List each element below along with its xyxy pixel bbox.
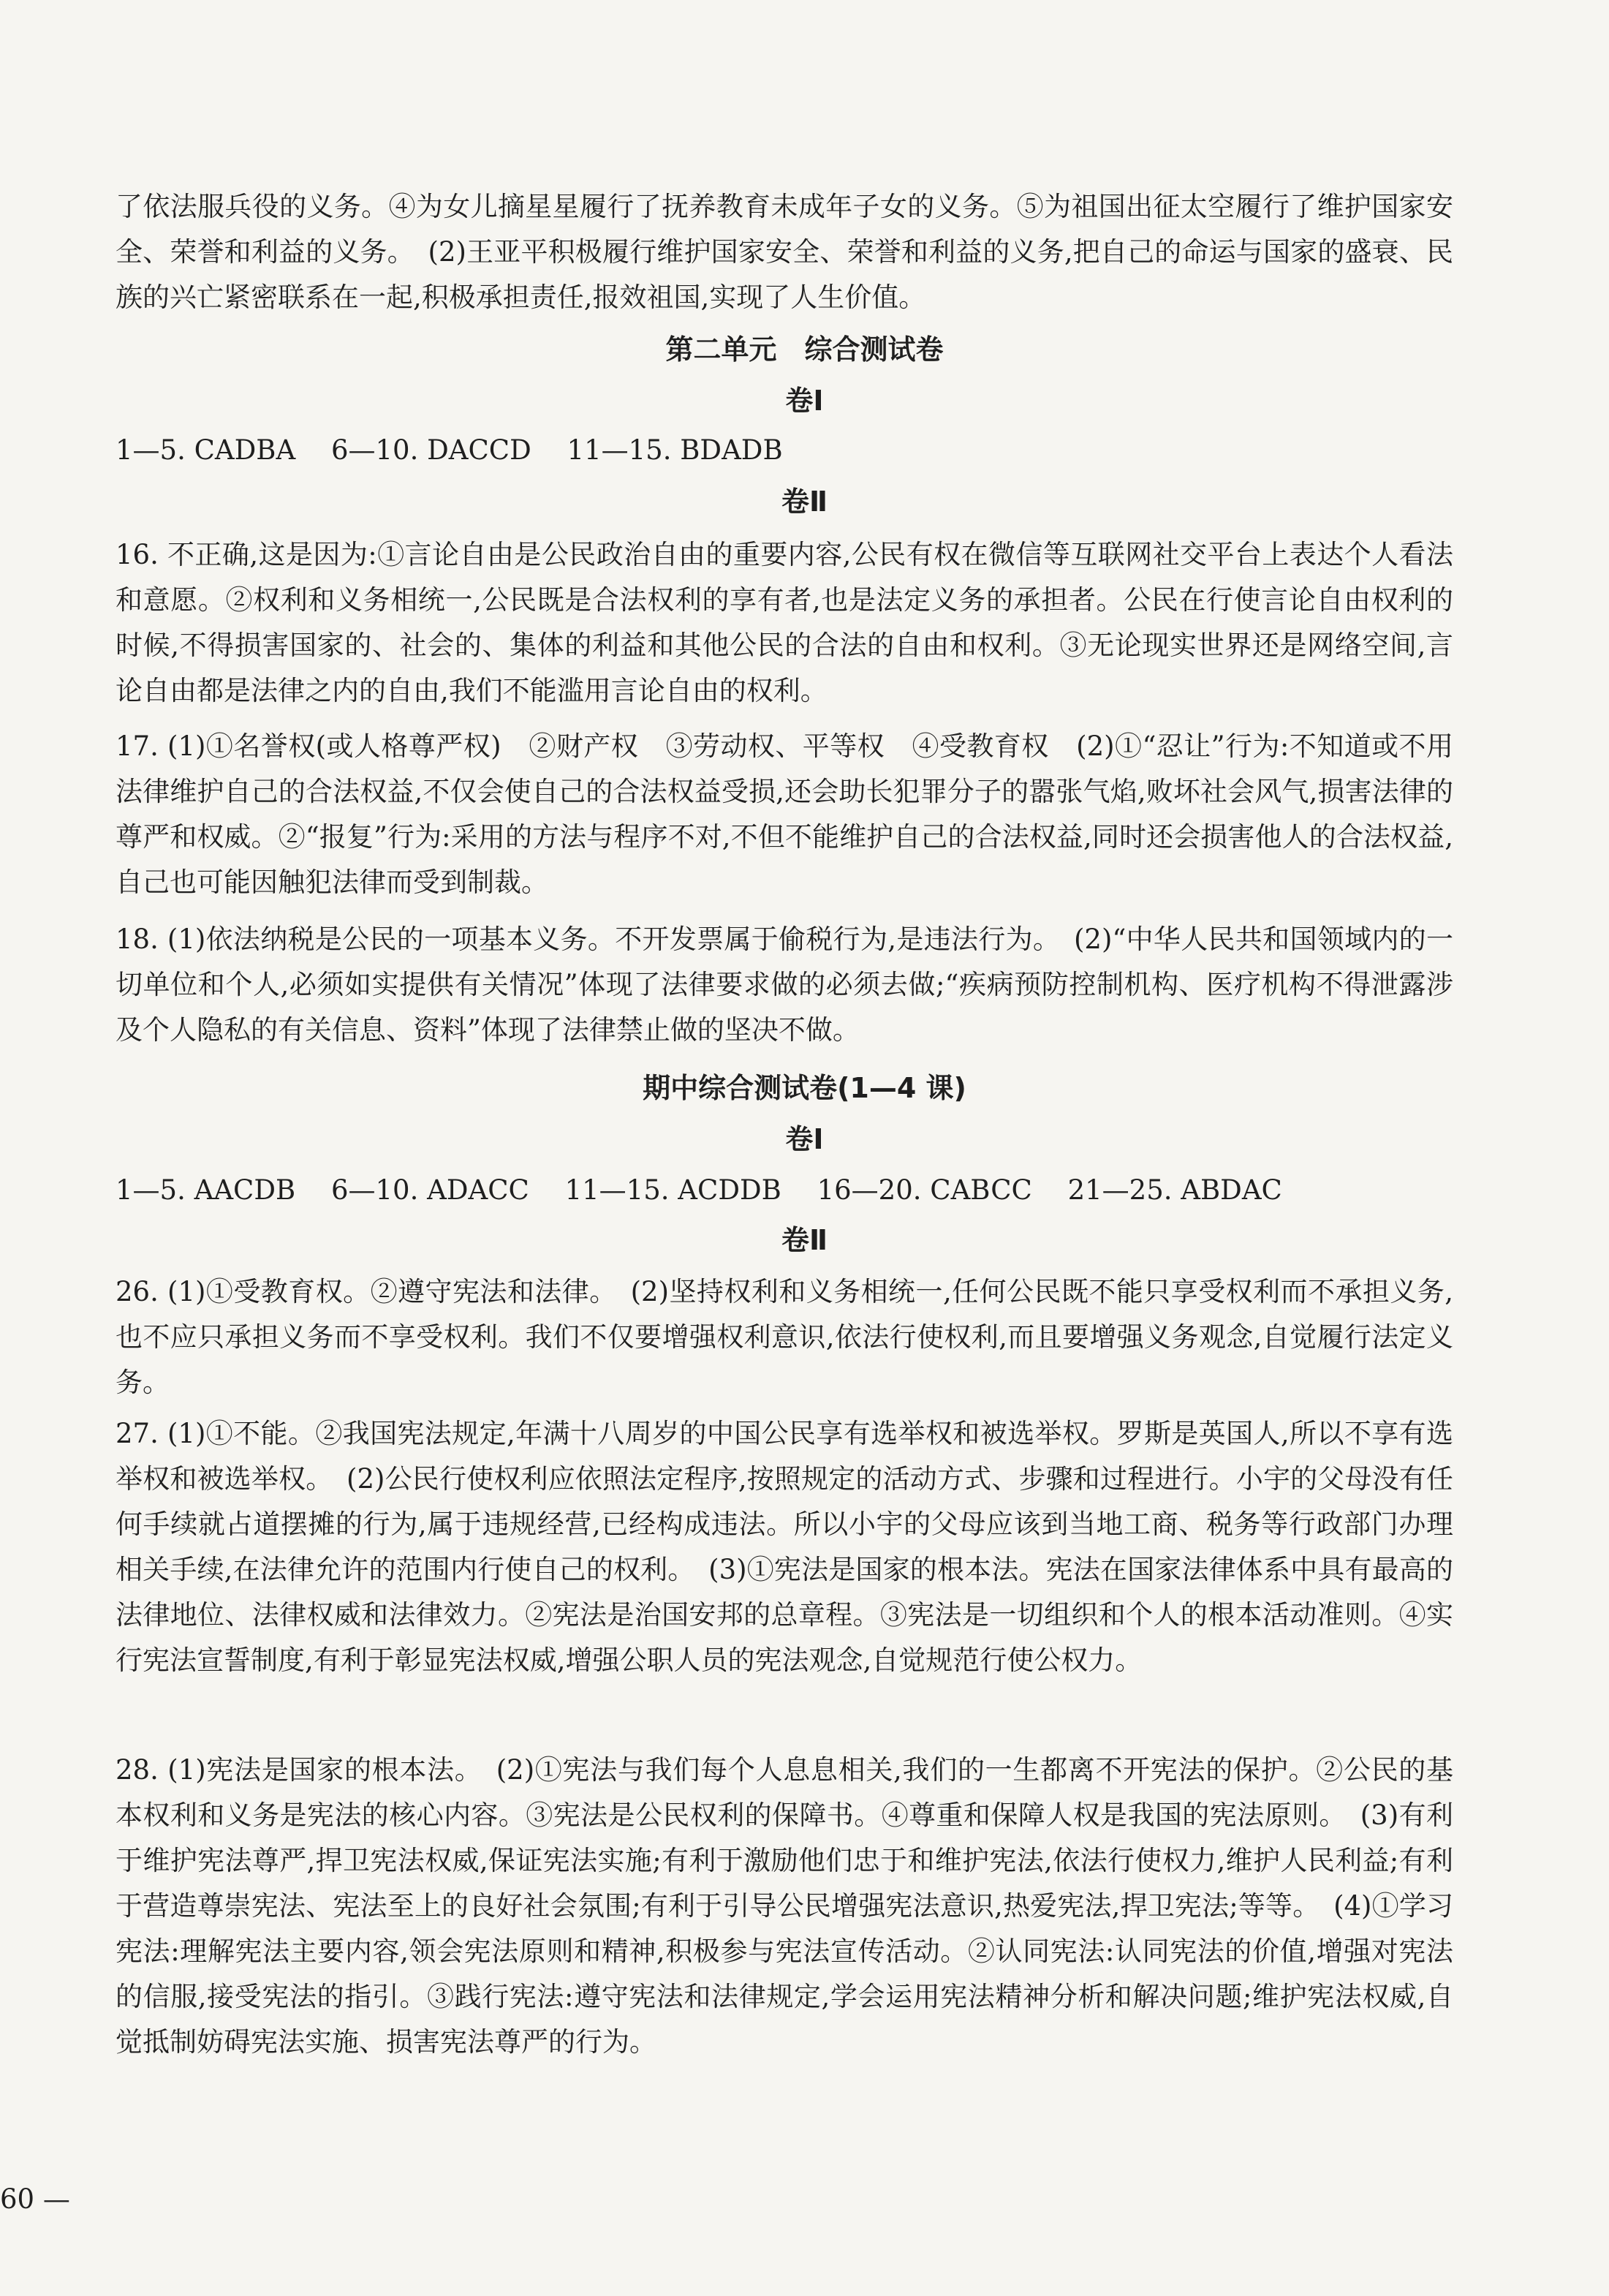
question-26: 26. (1)①受教育权。②遵守宪法和法律。 (2)坚持权利和义务相统一,任何公民既不能只享受权利而不承担义务,也不应只承担义务而不享受权利。我们不仅要增强权利意识,依法行使权利,而且要增强义务观念,自觉履行法定义务。 [116,1276,1453,1398]
midterm-title: 期中综合测试卷(1—4 课) [643,1072,966,1104]
question-18: 18. (1)依法纳税是公民的一项基本义务。不开发票属于偷税行为,是违法行为。 (2)“中华人民共和国领域内的一切单位和个人,必须如实提供有关情况”体现了法律要求做的必须去做;“疾病预防控制机构、医疗机构不得泄露涉及个人隐私的有关信息、资料”体现了法律禁止做的坚决不做。 [116,924,1453,1046]
question-16: 16. 不正确,这是因为:①言论自由是公民政治自由的重要内容,公民有权在微信等互联网社交平台上表达个人看法和意愿。②权利和义务相统一,公民既是合法权利的享有者,也是法定义务的承担者。公民在行使言论自由权利的时候,不得损害国家的、社会的、集体的利益和其他公民的合法的自由和权利。③无论现实世界还是网络空间,言论自由都是法律之内的自由,我们不能滥用言论自由的权利。 [116,539,1453,706]
unit2-part1-label: 卷Ⅰ [785,385,824,417]
question-17: 17. (1)①名誉权(或人格尊严权) ②财产权 ③劳动权、平等权 ④受教育权 (2)①“忍让”行为:不知道或不用法律维护自己的合法权益,不仅会使自己的合法权益受损,还会助长犯罪分子的嚣张气焰,败坏社会风气,损害法律的尊严和权威。②“报复”行为:采用的方法与程序不对,不但不能维护自己的合法权益,同时还会损害他人的合法权益,自己也可能因触犯法律而受到制裁。 [116,730,1453,898]
midterm-part1-label: 卷Ⅰ [785,1123,824,1155]
question-28: 28. (1)宪法是国家的根本法。 (2)①宪法与我们每个人息息相关,我们的一生都离不开宪法的保护。②公民的基本权利和义务是宪法的核心内容。③宪法是公民权利的保障书。④尊重和保障人权是我国的宪法原则。 (3)有利于维护宪法尊严,捍卫宪法权威,保证宪法实施;有利于激励他们忠于和维护宪法,依法行使权力,维护人民利益;有利于营造尊崇宪法、宪法至上的良好社会氛围;有利于引导公民增强宪法意识,热爱宪法,捍卫宪法;等等。 (4)①学习宪法:理解宪法主要内容,领会宪法原则和精神,积极参与宪法宣传活动。②认同宪法:认同宪法的价值,增强对宪法的信服,接受宪法的指引。③践行宪法:遵守宪法和法律规定,学会运用宪法精神分析和解决问题;维护宪法权威,自觉抵制妨碍宪法实施、损害宪法尊严的行为。 [116,1754,1453,2058]
midterm-part1-answers: 1—5. AACDB 6—10. ADACC 11—15. ACDDB 16—20. CABCC 21—25. ABDAC [116,1174,1282,1206]
midterm-part2-label: 卷Ⅱ [781,1224,828,1256]
unit2-title: 第二单元 综合测试卷 [665,333,944,366]
page-number: 60 — [0,2183,70,2215]
unit2-part1-answers: 1—5. CADBA 6—10. DACCD 11—15. BDADB [116,434,783,466]
intro-paragraph: 了依法服兵役的义务。④为女儿摘星星履行了抚养教育未成年子女的义务。⑤为祖国出征太空履行了维护国家安全、荣誉和利益的义务。 (2)王亚平积极履行维护国家安全、荣誉和利益的义务,把自己的命运与国家的盛衰、民族的兴亡紧密联系在一起,积极承担责任,报效祖国,实现了人生价值。 [116,191,1453,313]
unit2-part2-label: 卷Ⅱ [781,486,828,518]
question-27: 27. (1)①不能。②我国宪法规定,年满十八周岁的中国公民享有选举权和被选举权。罗斯是英国人,所以不享有选举权和被选举权。 (2)公民行使权利应依照法定程序,按照规定的活动方式、步骤和过程进行。小宇的父母没有任何手续就占道摆摊的行为,属于违规经营,已经构成违法。所以小宇的父母应该到当地工商、税务等行政部门办理相关手续,在法律允许的范围内行使自己的权利。 (3)①宪法是国家的根本法。宪法在国家法律体系中具有最高的法律地位、法律权威和法律效力。②宪法是治国安邦的总章程。③宪法是一切组织和个人的根本活动准则。④实行宪法宣誓制度,有利于彰显宪法权威,增强公职人员的宪法观念,自觉规范行使公权力。 [116,1418,1453,1676]
